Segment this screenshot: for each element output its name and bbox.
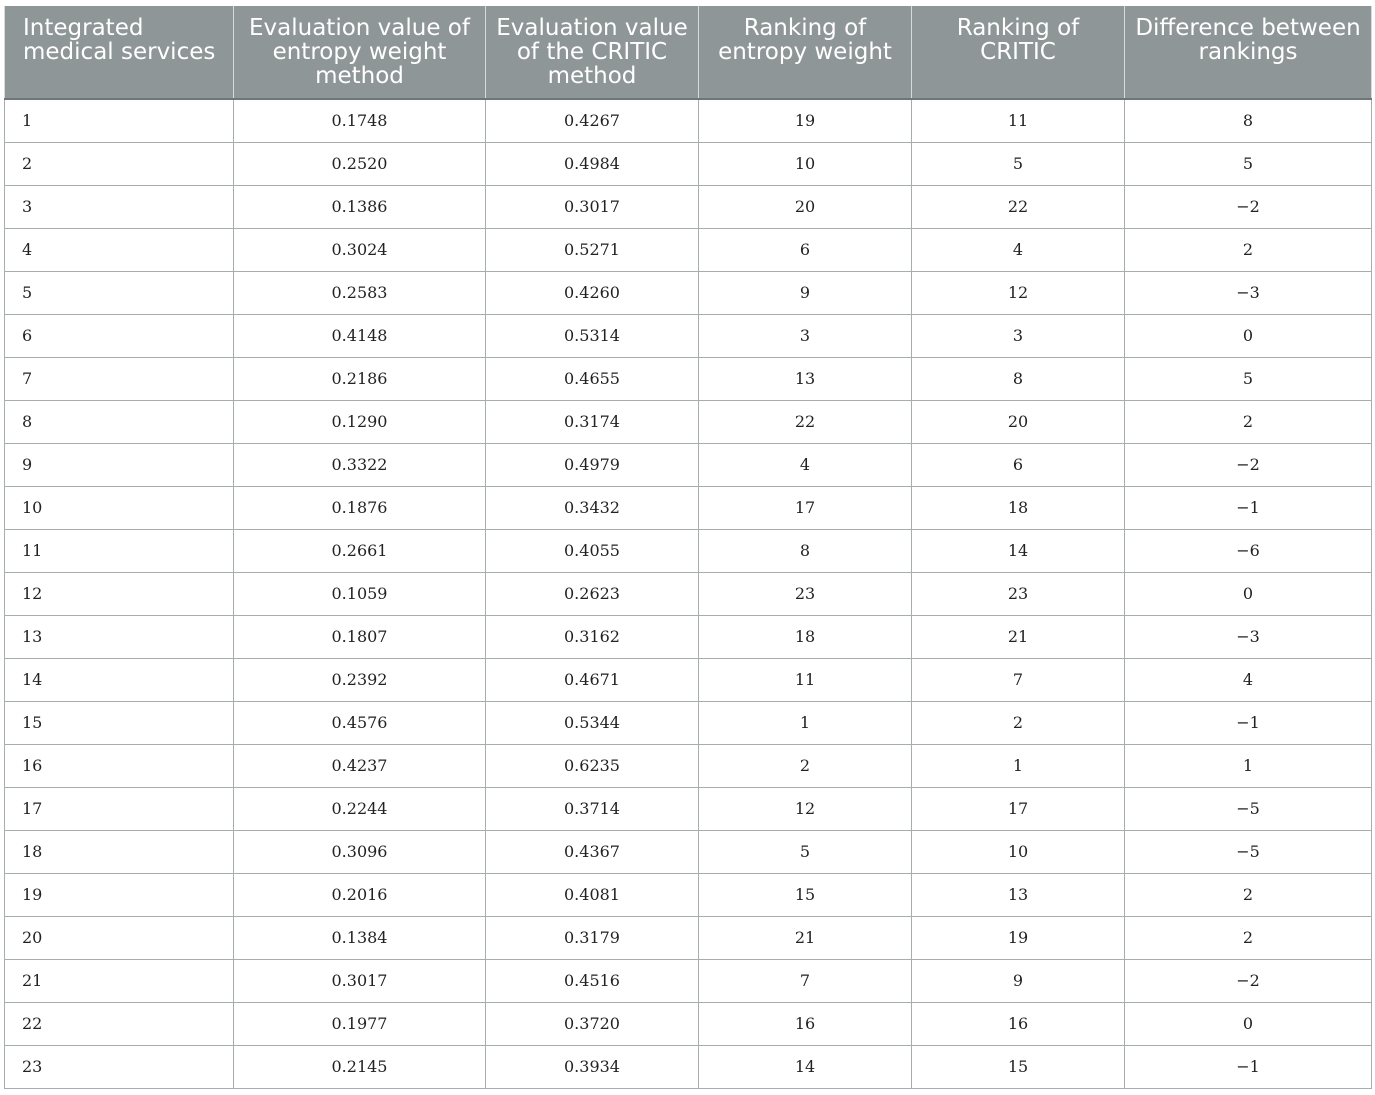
entropy-rank-cell: 10	[699, 142, 912, 185]
header-critic-ranking: Ranking of CRITIC	[912, 6, 1125, 99]
table-row	[5, 1002, 1372, 1045]
critic-value-cell: 0.4516	[486, 959, 699, 1002]
service-id-cell: 10	[5, 486, 234, 529]
entropy-rank-cell: 3	[699, 314, 912, 357]
entropy-value-cell: 0.2520	[234, 142, 486, 185]
service-id-cell: 7	[5, 357, 234, 400]
critic-rank-cell: 6	[912, 443, 1125, 486]
service-id-cell: 9	[5, 443, 234, 486]
entropy-value-cell: 0.2145	[234, 1045, 486, 1088]
critic-value-cell: 0.4081	[486, 873, 699, 916]
critic-rank-cell: 5	[912, 142, 1125, 185]
header-row	[5, 6, 1372, 99]
entropy-rank-cell: 23	[699, 572, 912, 615]
rank-difference-cell: 1	[1125, 744, 1372, 787]
entropy-rank-cell: 5	[699, 830, 912, 873]
entropy-rank-cell: 7	[699, 959, 912, 1002]
header-integrated-medical-services: Integrated medical services	[5, 6, 234, 99]
table-row	[5, 873, 1372, 916]
entropy-rank-cell: 18	[699, 615, 912, 658]
rank-difference-cell: 0	[1125, 314, 1372, 357]
rank-difference-cell: −5	[1125, 787, 1372, 830]
table-row	[5, 486, 1372, 529]
table-row	[5, 572, 1372, 615]
critic-rank-cell: 1	[912, 744, 1125, 787]
rank-difference-cell: 2	[1125, 400, 1372, 443]
entropy-rank-cell: 19	[699, 99, 912, 142]
entropy-rank-cell: 1	[699, 701, 912, 744]
service-id-cell: 16	[5, 744, 234, 787]
entropy-value-cell: 0.3017	[234, 959, 486, 1002]
service-id-cell: 3	[5, 185, 234, 228]
rank-difference-cell: −1	[1125, 1045, 1372, 1088]
critic-rank-cell: 8	[912, 357, 1125, 400]
entropy-rank-cell: 2	[699, 744, 912, 787]
service-id-cell: 14	[5, 658, 234, 701]
rank-difference-cell: −1	[1125, 701, 1372, 744]
critic-value-cell: 0.3934	[486, 1045, 699, 1088]
service-id-cell: 11	[5, 529, 234, 572]
rank-difference-cell: 5	[1125, 357, 1372, 400]
critic-rank-cell: 3	[912, 314, 1125, 357]
critic-value-cell: 0.3017	[486, 185, 699, 228]
entropy-rank-cell: 15	[699, 873, 912, 916]
rank-difference-cell: −3	[1125, 271, 1372, 314]
entropy-rank-cell: 16	[699, 1002, 912, 1045]
critic-rank-cell: 11	[912, 99, 1125, 142]
entropy-rank-cell: 12	[699, 787, 912, 830]
critic-value-cell: 0.5271	[486, 228, 699, 271]
rank-difference-cell: 4	[1125, 658, 1372, 701]
table-row	[5, 99, 1372, 142]
service-id-cell: 4	[5, 228, 234, 271]
entropy-rank-cell: 13	[699, 357, 912, 400]
table-row	[5, 271, 1372, 314]
table-row	[5, 744, 1372, 787]
rank-difference-cell: −2	[1125, 185, 1372, 228]
entropy-value-cell: 0.1807	[234, 615, 486, 658]
entropy-value-cell: 0.2583	[234, 271, 486, 314]
critic-value-cell: 0.2623	[486, 572, 699, 615]
table-row	[5, 443, 1372, 486]
critic-rank-cell: 4	[912, 228, 1125, 271]
entropy-value-cell: 0.1876	[234, 486, 486, 529]
critic-value-cell: 0.4655	[486, 357, 699, 400]
header-entropy-ranking: Ranking of entropy weight	[699, 6, 912, 99]
critic-value-cell: 0.5314	[486, 314, 699, 357]
critic-rank-cell: 20	[912, 400, 1125, 443]
entropy-value-cell: 0.2244	[234, 787, 486, 830]
rank-difference-cell: −2	[1125, 443, 1372, 486]
entropy-value-cell: 0.2016	[234, 873, 486, 916]
table-row	[5, 400, 1372, 443]
table-row	[5, 185, 1372, 228]
table-row	[5, 314, 1372, 357]
table-row	[5, 658, 1372, 701]
header-critic-evaluation: Evaluation value of the CRITIC method	[486, 6, 699, 99]
critic-rank-cell: 16	[912, 1002, 1125, 1045]
critic-value-cell: 0.3714	[486, 787, 699, 830]
service-id-cell: 2	[5, 142, 234, 185]
entropy-rank-cell: 8	[699, 529, 912, 572]
critic-value-cell: 0.4055	[486, 529, 699, 572]
critic-value-cell: 0.3174	[486, 400, 699, 443]
critic-rank-cell: 22	[912, 185, 1125, 228]
rank-difference-cell: 0	[1125, 1002, 1372, 1045]
rank-difference-cell: −6	[1125, 529, 1372, 572]
table-row	[5, 357, 1372, 400]
entropy-rank-cell: 11	[699, 658, 912, 701]
critic-rank-cell: 19	[912, 916, 1125, 959]
rank-difference-cell: 0	[1125, 572, 1372, 615]
critic-rank-cell: 2	[912, 701, 1125, 744]
rank-difference-cell: 8	[1125, 99, 1372, 142]
rank-difference-cell: −3	[1125, 615, 1372, 658]
entropy-value-cell: 0.3322	[234, 443, 486, 486]
header-ranking-difference: Difference between rankings	[1125, 6, 1372, 99]
service-id-cell: 1	[5, 99, 234, 142]
service-id-cell: 15	[5, 701, 234, 744]
table-row	[5, 529, 1372, 572]
entropy-value-cell: 0.2186	[234, 357, 486, 400]
entropy-rank-cell: 22	[699, 400, 912, 443]
rank-difference-cell: −5	[1125, 830, 1372, 873]
critic-rank-cell: 21	[912, 615, 1125, 658]
header-entropy-evaluation: Evaluation value of entropy weight method	[234, 6, 486, 99]
critic-rank-cell: 18	[912, 486, 1125, 529]
critic-value-cell: 0.3162	[486, 615, 699, 658]
rank-difference-cell: −2	[1125, 959, 1372, 1002]
critic-value-cell: 0.4671	[486, 658, 699, 701]
rank-difference-cell: −1	[1125, 486, 1372, 529]
table-row	[5, 228, 1372, 271]
service-id-cell: 18	[5, 830, 234, 873]
rank-difference-cell: 2	[1125, 873, 1372, 916]
service-id-cell: 20	[5, 916, 234, 959]
critic-rank-cell: 14	[912, 529, 1125, 572]
entropy-value-cell: 0.4576	[234, 701, 486, 744]
table-row	[5, 787, 1372, 830]
entropy-rank-cell: 21	[699, 916, 912, 959]
service-id-cell: 17	[5, 787, 234, 830]
table-row	[5, 959, 1372, 1002]
entropy-value-cell: 0.1386	[234, 185, 486, 228]
table-row	[5, 142, 1372, 185]
entropy-value-cell: 0.1290	[234, 400, 486, 443]
entropy-rank-cell: 20	[699, 185, 912, 228]
entropy-value-cell: 0.1059	[234, 572, 486, 615]
critic-rank-cell: 9	[912, 959, 1125, 1002]
entropy-value-cell: 0.4237	[234, 744, 486, 787]
critic-value-cell: 0.4984	[486, 142, 699, 185]
entropy-rank-cell: 17	[699, 486, 912, 529]
critic-value-cell: 0.4979	[486, 443, 699, 486]
table-body	[5, 99, 1372, 1088]
critic-value-cell: 0.4267	[486, 99, 699, 142]
rank-difference-cell: 2	[1125, 228, 1372, 271]
critic-rank-cell: 13	[912, 873, 1125, 916]
critic-rank-cell: 7	[912, 658, 1125, 701]
rank-difference-cell: 2	[1125, 916, 1372, 959]
critic-rank-cell: 23	[912, 572, 1125, 615]
entropy-value-cell: 0.1977	[234, 1002, 486, 1045]
service-id-cell: 22	[5, 1002, 234, 1045]
table-row	[5, 701, 1372, 744]
entropy-rank-cell: 6	[699, 228, 912, 271]
entropy-rank-cell: 9	[699, 271, 912, 314]
table-row	[5, 916, 1372, 959]
critic-value-cell: 0.5344	[486, 701, 699, 744]
service-id-cell: 19	[5, 873, 234, 916]
entropy-value-cell: 0.1384	[234, 916, 486, 959]
entropy-value-cell: 0.4148	[234, 314, 486, 357]
table-row	[5, 1045, 1372, 1088]
entropy-rank-cell: 4	[699, 443, 912, 486]
service-id-cell: 5	[5, 271, 234, 314]
critic-rank-cell: 17	[912, 787, 1125, 830]
critic-value-cell: 0.3720	[486, 1002, 699, 1045]
service-id-cell: 23	[5, 1045, 234, 1088]
table-header	[5, 6, 1372, 99]
critic-value-cell: 0.6235	[486, 744, 699, 787]
rank-difference-cell: 5	[1125, 142, 1372, 185]
entropy-value-cell: 0.1748	[234, 99, 486, 142]
critic-rank-cell: 15	[912, 1045, 1125, 1088]
entropy-value-cell: 0.2661	[234, 529, 486, 572]
critic-value-cell: 0.4367	[486, 830, 699, 873]
critic-rank-cell: 10	[912, 830, 1125, 873]
service-id-cell: 8	[5, 400, 234, 443]
table-row	[5, 830, 1372, 873]
critic-value-cell: 0.3432	[486, 486, 699, 529]
service-id-cell: 12	[5, 572, 234, 615]
entropy-value-cell: 0.3096	[234, 830, 486, 873]
entropy-value-cell: 0.3024	[234, 228, 486, 271]
critic-value-cell: 0.3179	[486, 916, 699, 959]
service-id-cell: 6	[5, 314, 234, 357]
critic-value-cell: 0.4260	[486, 271, 699, 314]
entropy-rank-cell: 14	[699, 1045, 912, 1088]
critic-rank-cell: 12	[912, 271, 1125, 314]
table-row	[5, 615, 1372, 658]
entropy-value-cell: 0.2392	[234, 658, 486, 701]
data-table	[4, 6, 1372, 1089]
service-id-cell: 21	[5, 959, 234, 1002]
service-id-cell: 13	[5, 615, 234, 658]
